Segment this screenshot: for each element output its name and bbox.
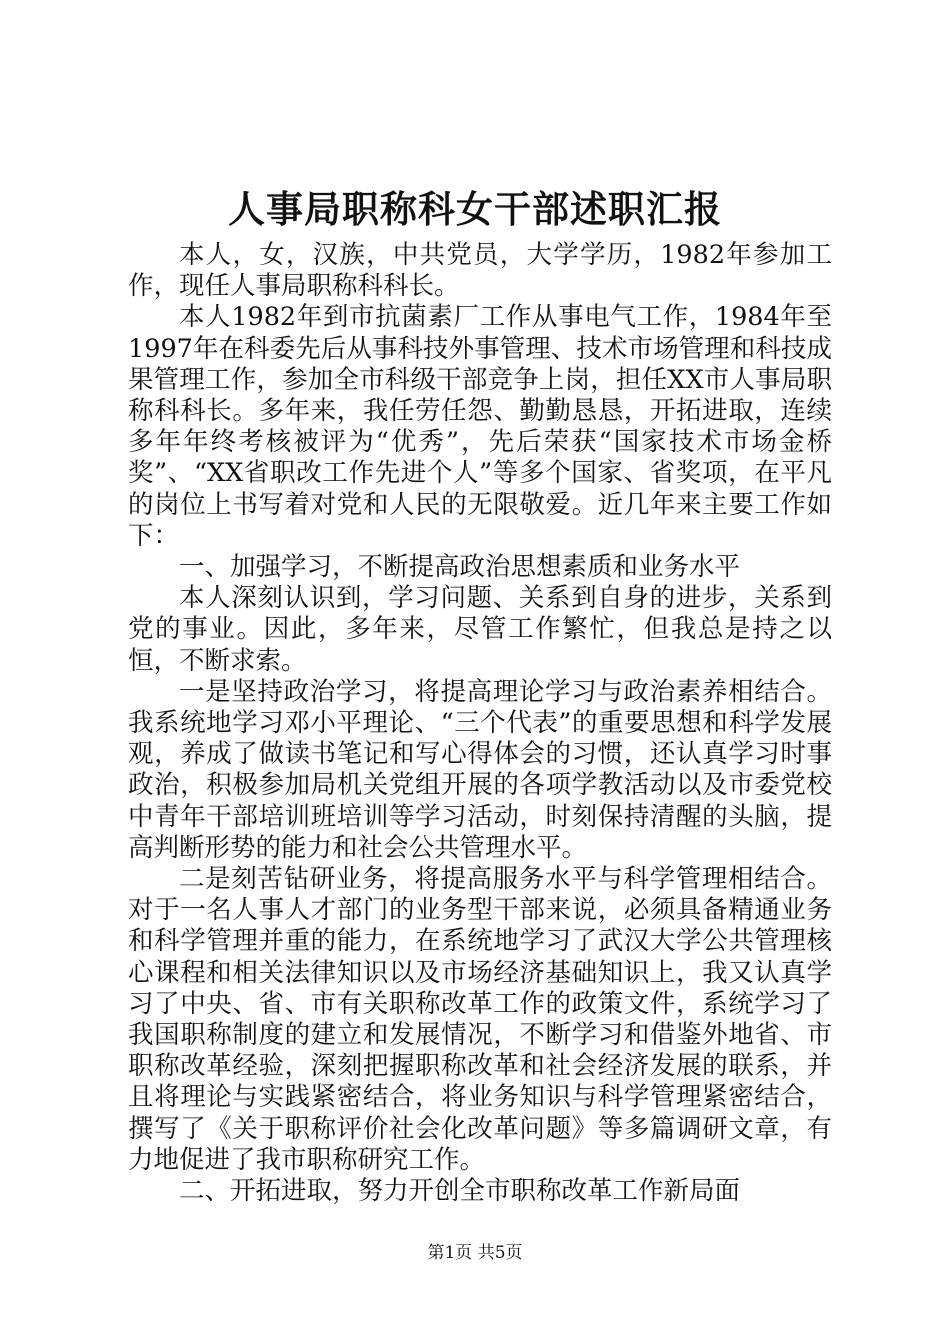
- paragraph: 一是坚持政治学习，将提高理论学习与政治素养相结合。我系统地学习邓小平理论、“三个代表”的重要思想和科学发展观，养成了做读书笔记和写心得体会的习惯，还认真学习时事政治，积极参加局机关党组开展的各项学教活动以及市委党校中青年干部培训班培训等学习活动，时刻保持清醒的头脑，提高判断形势的能力和社会公共管理水平。: [128, 676, 832, 863]
- paragraph: 二是刻苦钻研业务，将提高服务水平与科学管理相结合。对于一名人事人才部门的业务型干部来说，必须具备精通业务和科学管理并重的能力，在系统地学习了武汉大学公共管理核心课程和相关法律知识以及市场经济基础知识上，我又认真学习了中央、省、市有关职称改革工作的政策文件，系统学习了我国职称制度的建立和发展情况，不断学习和借鉴外地省、市职称改革经验，深刻把握职称改革和社会经济发展的联系，并且将理论与实践紧密结合，将业务知识与科学管理紧密结合，撰写了《关于职称评价社会化改革问题》等多篇调研文章，有力地促进了我市职称研究工作。: [128, 864, 832, 1175]
- paragraph: 本人1982年到市抗菌素厂工作从事电气工作，1984年至1997年在科委先后从事科技外事管理、技术市场管理和科技成果管理工作，参加全市科级干部竞争上岗，担任XX市人事局职称科科长。多年来，我任劳任怨、勤勤恳恳，开拓进取，连续多年年终考核被评为“优秀”，先后荣获“国家技术市场金桥奖”、“XX省职改工作先进个人”等多个国家、省奖项，在平凡的岗位上书写着对党和人民的无限敬爱。近几年来主要工作如下：: [128, 302, 832, 551]
- document-body: [128, 240, 832, 1207]
- section-heading: 一、加强学习，不断提高政治思想素质和业务水平: [179, 552, 741, 583]
- page-number-footer: 第1页 共5页: [427, 1243, 523, 1263]
- paragraph: 本人深刻认识到，学习问题、关系到自身的进步，关系到党的事业。因此，多年来，尽管工作繁忙，但我总是持之以恒，不断求索。: [128, 583, 832, 676]
- document-title: 人事局职称科女干部述职汇报: [228, 187, 722, 231]
- paragraph: 本人，女，汉族，中共党员，大学学历，1982年参加工作，现任人事局职称科科长。: [128, 240, 832, 302]
- section-heading: 二、开拓进取，努力开创全市职称改革工作新局面: [179, 1176, 741, 1207]
